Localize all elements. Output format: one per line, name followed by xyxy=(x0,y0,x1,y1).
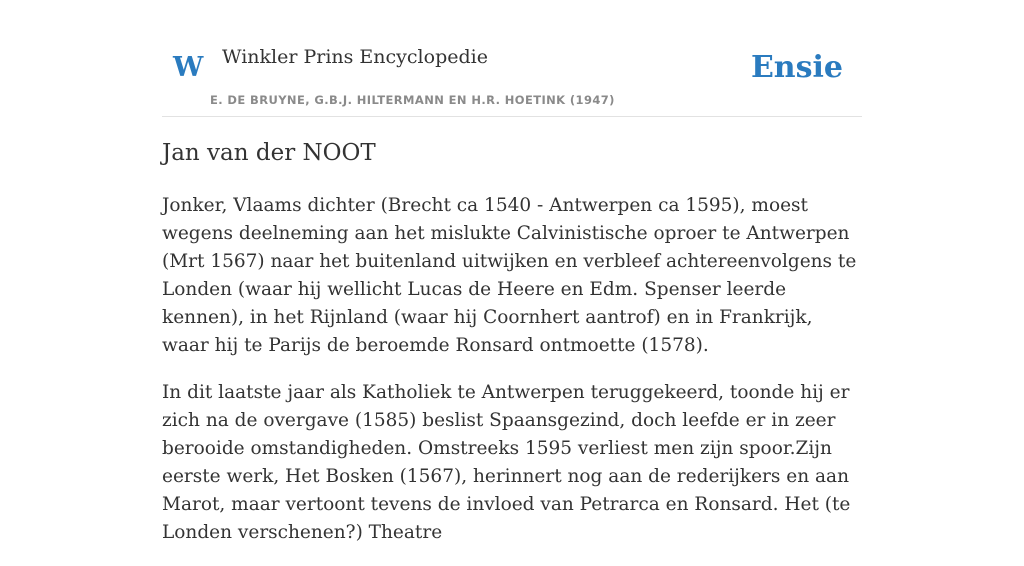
site-header xyxy=(162,0,862,117)
ensie-brand-logo[interactable]: Ensie xyxy=(750,50,843,85)
article-paragraph: Jonker, Vlaams dichter (Brecht ca 1540 - Antwerpen ca 1595), moest wegens deelneming aan het mislukte Calvinistische oproer te Antwerpen (Mrt 1567) naar het buitenland uitwijken en verbleef achtereenvolgens te Londen (waar hij wellicht Lucas de Heere en Edm. Spenser leerde kennen), in het Rijnland (waar hij Coornhert aantrof) en in Frankrijk, waar hij te Parijs de beroemde Ronsard ontmoette (1578). xyxy=(162,195,857,356)
article-title: Jan van der NOOT xyxy=(162,140,376,166)
publication-title[interactable]: Winkler Prins Encyclopedie xyxy=(222,46,488,68)
publication-authors: E. DE BRUYNE, G.B.J. HILTERMANN EN H.R. HOETINK (1947) xyxy=(210,93,615,107)
article-paragraph: In dit laatste jaar als Katholiek te Antwerpen teruggekeerd, toonde hij er zich na de overgave (1585) beslist Spaansgezind, doch leefde er in zeer berooide omstandigheden. Omstreeks 1595 verliest men zijn spoor.Zijn eerste werk, Het Bosken (1567), herinnert nog aan de rederijkers en aan Marot, maar vertoont tevens de invloed van Petrarca en Ronsard. Het (te Londen verschenen?) Theatre xyxy=(162,382,851,543)
article-body xyxy=(162,192,864,566)
winkler-prins-logo[interactable]: W xyxy=(173,52,204,83)
